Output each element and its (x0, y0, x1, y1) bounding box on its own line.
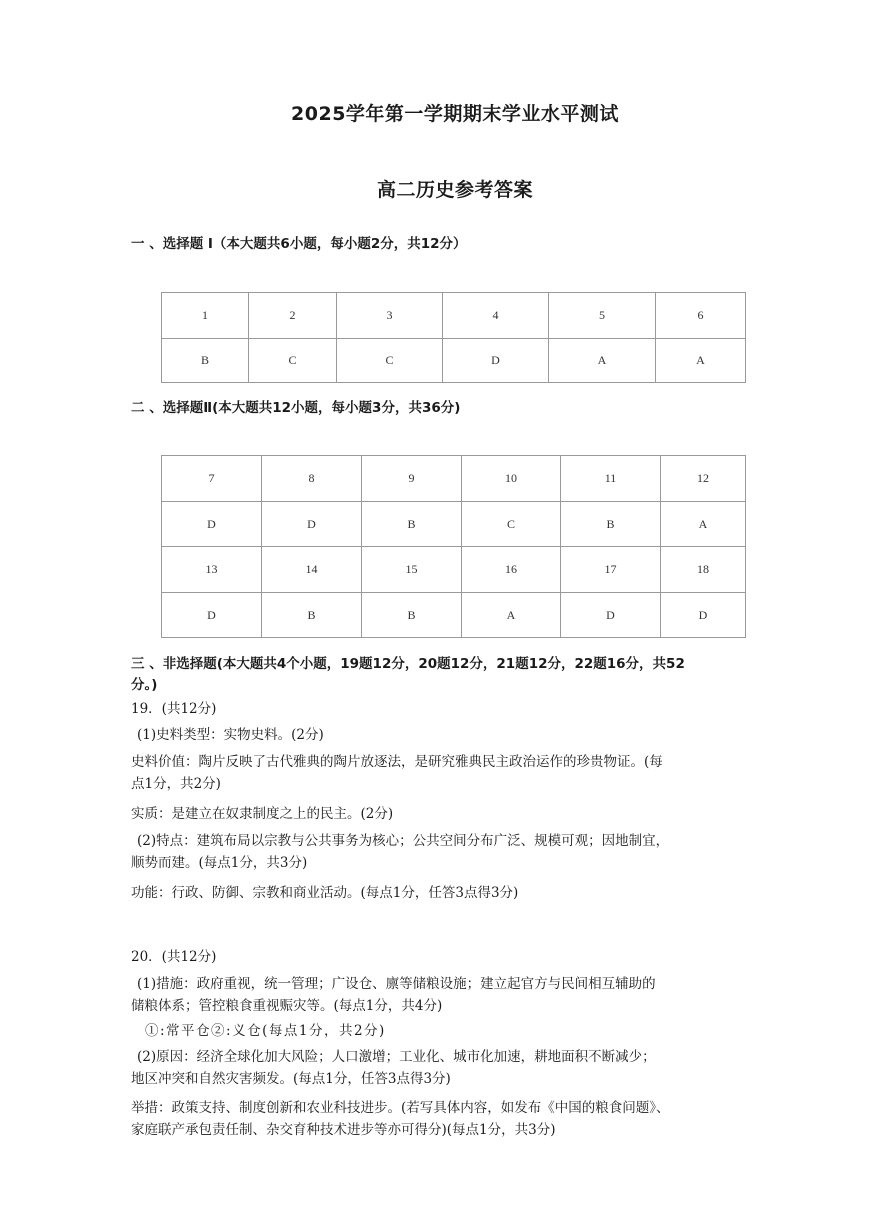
answer-cell: D (661, 593, 746, 638)
question-number: 13 (162, 547, 262, 593)
table-row (162, 502, 746, 547)
table-row (162, 293, 746, 339)
answer-cell: D (162, 502, 262, 547)
table-row (162, 547, 746, 593)
answer-cell: B (262, 593, 362, 638)
q20-title: 20．(共12分) (131, 949, 217, 965)
answer-cell: C (249, 339, 337, 383)
section1-answer-table (161, 292, 746, 383)
question-number: 9 (362, 456, 462, 502)
answer-cell: B (561, 502, 661, 547)
question-number: 11 (561, 456, 661, 502)
question-number: 12 (661, 456, 746, 502)
q19-value-line1: 史料价值：陶片反映了古代雅典的陶片放逐法，是研究雅典民主政治运作的珍贵物证。(每 (131, 754, 663, 770)
answer-cell: D (162, 593, 262, 638)
question-number: 6 (656, 293, 746, 339)
answer-cell: A (656, 339, 746, 383)
table-row (162, 456, 746, 502)
question-number: 18 (661, 547, 746, 593)
section3-heading-line2: 分。) (131, 677, 158, 693)
table-row (162, 593, 746, 638)
q20-measures-line1: (1)措施：政府重视，统一管理；广设仓、廪等储粮设施；建立起官方与民间相互辅助的 (137, 976, 656, 992)
answer-cell: A (462, 593, 561, 638)
answer-cell: A (661, 502, 746, 547)
section2-answer-table (161, 455, 746, 638)
q20-actions-line2: 家庭联产承包责任制、杂交育种技术进步等亦可得分)(每点1分，共3分) (131, 1122, 556, 1138)
answer-key-title: 高二历史参考答案 (376, 179, 533, 201)
q19-part2-line1: (2)特点：建筑布局以宗教与公共事务为核心；公共空间分布广泛、规模可观；因地制宜， (137, 833, 670, 849)
answer-cell: D (561, 593, 661, 638)
q20-measures-line2: 储粮体系；管控粮食重视赈灾等。(每点1分，共4分) (131, 998, 443, 1014)
question-number: 10 (462, 456, 561, 502)
answer-cell: C (462, 502, 561, 547)
section3-heading-line1: 三 、非选择题(本大题共4个小题，19题12分，20题12分，21题12分，22题16分，共52 (131, 656, 685, 672)
answer-cell: B (362, 502, 462, 547)
q19-value-line2: 点1分，共2分) (131, 776, 221, 792)
answer-cell: D (262, 502, 362, 547)
q20-reasons-line2: 地区冲突和自然灾害频发。(每点1分，任答3点得3分) (131, 1071, 451, 1087)
question-number: 14 (262, 547, 362, 593)
answer-cell: C (337, 339, 443, 383)
answer-cell: D (443, 339, 549, 383)
q19-part2-line2: 顺势而建。(每点1分，共3分) (131, 855, 308, 871)
question-number: 15 (362, 547, 462, 593)
q19-essence: 实质：是建立在奴隶制度之上的民主。(2分) (131, 806, 394, 822)
section1-heading: 一 、选择题 Ⅰ（本大题共6小题，每小题2分，共12分） (131, 236, 467, 252)
q19-function: 功能：行政、防御、宗教和商业活动。(每点1分，任答3点得3分) (131, 885, 519, 901)
q20-reasons-line1: (2)原因：经济全球化加大风险；人口激增；工业化、城市化加速，耕地面积不断减少； (137, 1049, 656, 1065)
question-number: 3 (337, 293, 443, 339)
question-number: 2 (249, 293, 337, 339)
question-number: 7 (162, 456, 262, 502)
answer-cell: B (362, 593, 462, 638)
answer-cell: A (549, 339, 656, 383)
section2-heading: 二 、选择题Ⅱ(本大题共12小题，每小题3分，共36分) (131, 400, 461, 416)
q19-title: 19．(共12分) (131, 701, 217, 717)
answer-cell: B (162, 339, 249, 383)
q20-granaries: ①:常平仓②:义仓(每点1分，共2分) (145, 1023, 386, 1039)
table-row (162, 339, 746, 383)
q19-part1-type: (1)史料类型：实物史料。(2分) (137, 727, 324, 743)
exam-title: 2025学年第一学期期末学业水平测试 (291, 103, 619, 125)
question-number: 4 (443, 293, 549, 339)
question-number: 1 (162, 293, 249, 339)
q20-actions-line1: 举措：政策支持、制度创新和农业科技进步。(若写具体内容，如发布《中国的粮食问题》、 (131, 1100, 670, 1116)
question-number: 17 (561, 547, 661, 593)
question-number: 16 (462, 547, 561, 593)
question-number: 8 (262, 456, 362, 502)
question-number: 5 (549, 293, 656, 339)
